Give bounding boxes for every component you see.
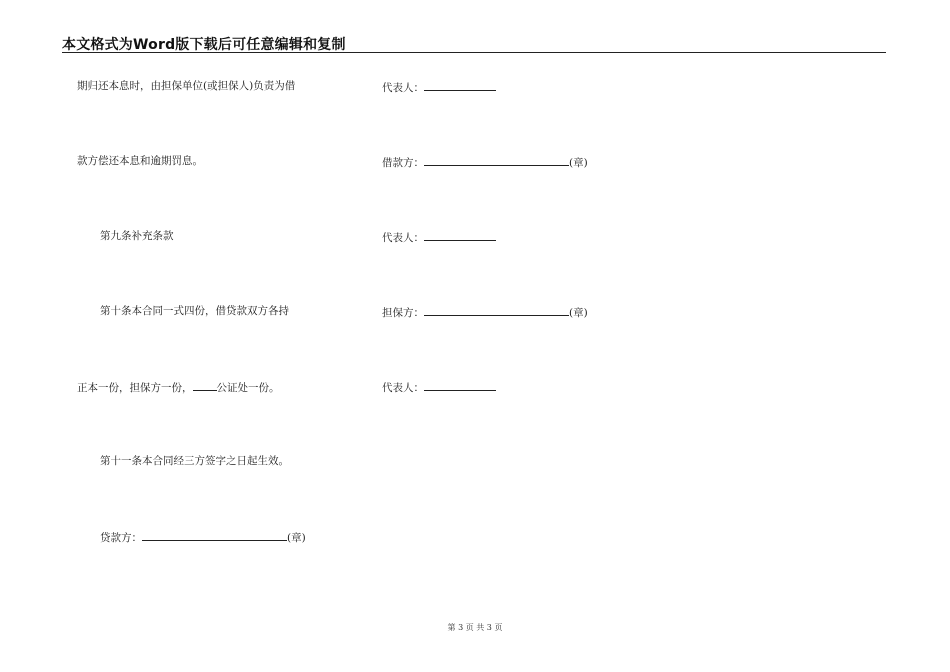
clause-11-text: 第十一条本合同经三方签字之日起生效。 xyxy=(100,455,289,467)
representative-line-2 xyxy=(382,229,496,245)
lender-label: 贷款方： xyxy=(100,532,142,544)
clause-10-text-suffix: 公证处一份。 xyxy=(216,382,280,394)
representative-label-1: 代表人： xyxy=(382,82,424,94)
clause-9-heading: 第九条补充条款 xyxy=(100,230,174,242)
clause-10-text-continued xyxy=(77,379,280,395)
borrower-seal-label: (章) xyxy=(569,157,588,169)
page-number: 第 3 页 共 3 页 xyxy=(447,623,503,632)
clause-text-line-2: 款方偿还本息和逾期罚息。 xyxy=(77,155,203,167)
borrower-signature-line xyxy=(382,154,588,170)
representative-blank-1 xyxy=(424,79,496,91)
guarantor-signature-line xyxy=(382,304,588,320)
guarantor-label: 担保方： xyxy=(382,307,424,319)
header-divider xyxy=(62,52,886,53)
guarantor-seal-label: (章) xyxy=(569,307,588,319)
representative-line-1 xyxy=(382,79,496,95)
representative-blank-2 xyxy=(424,229,496,241)
representative-label-2: 代表人： xyxy=(382,232,424,244)
lender-seal-label: (章) xyxy=(287,532,306,544)
clause-text-line-1: 期归还本息时，由担保单位(或担保人)负责为借 xyxy=(77,80,296,92)
guarantor-signature-blank xyxy=(424,304,569,316)
borrower-label: 借款方： xyxy=(382,157,424,169)
lender-signature-line xyxy=(100,529,306,545)
clause-10-text-prefix: 正本一份，担保方一份， xyxy=(77,382,193,394)
borrower-signature-blank xyxy=(424,154,569,166)
lender-signature-blank xyxy=(142,529,287,541)
notary-count-blank xyxy=(193,379,217,391)
representative-line-3 xyxy=(382,379,496,395)
representative-label-3: 代表人： xyxy=(382,382,424,394)
representative-blank-3 xyxy=(424,379,496,391)
page-header-title: 本文格式为Word版下载后可任意编辑和复制 xyxy=(62,37,346,53)
clause-10-text: 第十条本合同一式四份，借贷款双方各持 xyxy=(100,305,289,317)
